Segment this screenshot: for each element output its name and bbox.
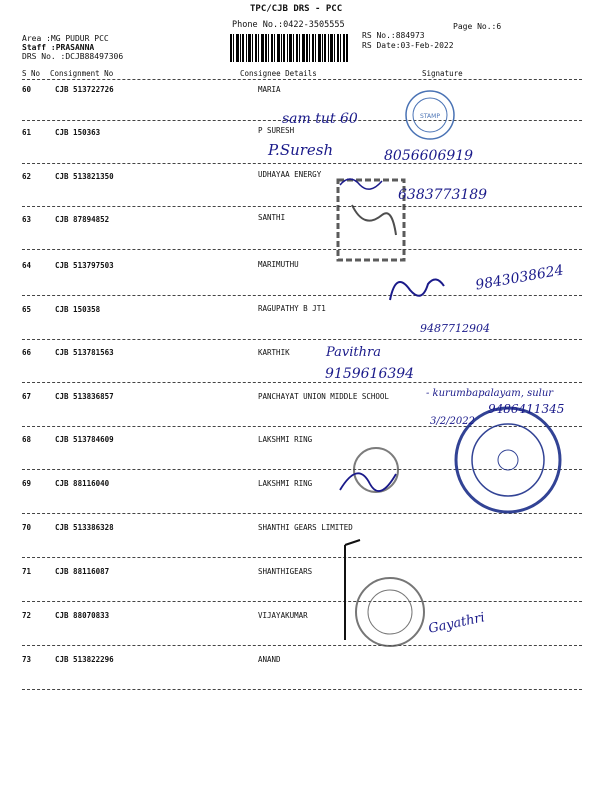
row-consignee: SANTHI <box>258 213 286 222</box>
row-serial: 67 <box>22 392 32 401</box>
row-consignment: CJB 150363 <box>55 128 101 137</box>
area-label: Area :MG PUDUR PCC <box>22 34 109 43</box>
row-consignee: P SURESH <box>258 126 295 135</box>
row-consignee: LAKSHMI RING <box>258 435 313 444</box>
handwritten-note-row-60: sam tut 60 <box>282 111 358 127</box>
row-consignment: CJB 513722726 <box>55 85 114 94</box>
handwritten-phone-row-66: 9159616394 <box>325 366 415 382</box>
handwritten-signature-row-72: Gayathri <box>427 610 487 637</box>
row-consignment: CJB 88116087 <box>55 567 110 576</box>
row-consignment: CJB 513836857 <box>55 392 114 401</box>
handwritten-phone-row-62: 6383773189 <box>398 187 488 203</box>
row-consignment: CJB 513822296 <box>55 655 114 664</box>
svg-text:STAMP: STAMP <box>420 113 440 120</box>
row-consignee: VIJAYAKUMAR <box>258 611 308 620</box>
row-serial: 62 <box>22 172 32 181</box>
column-header-s-no: S No <box>22 69 41 78</box>
row-consignee: SHANTHI GEARS LIMITED <box>258 523 353 532</box>
handwritten-date-row-67: 3/2/2022 <box>430 416 475 427</box>
row-serial: 61 <box>22 128 32 137</box>
row-consignment: CJB 150358 <box>55 305 101 314</box>
row-consignment: CJB 513781563 <box>55 348 114 357</box>
row-serial: 65 <box>22 305 32 314</box>
row-consignment: CJB 88116040 <box>55 479 110 488</box>
row-consignment: CJB 513797503 <box>55 261 114 270</box>
row-consignment: CJB 513386328 <box>55 523 114 532</box>
row-consignee: UDHAYAA ENERGY <box>258 170 322 179</box>
company-seal-row-60 <box>406 91 454 139</box>
row-consignee: LAKSHMI RING <box>258 479 313 488</box>
row-serial: 72 <box>22 611 32 620</box>
row-consignee: KARTHIK <box>258 348 290 357</box>
row-consignment: CJB 513784609 <box>55 435 114 444</box>
row-serial: 69 <box>22 479 32 488</box>
small-seal-row-68 <box>354 448 398 492</box>
row-serial: 63 <box>22 215 32 224</box>
row-consignee: MARIMUTHU <box>258 260 299 269</box>
row-serial: 64 <box>22 261 32 270</box>
company-stamp-row-62 <box>338 180 404 260</box>
row-serial: 71 <box>22 567 32 576</box>
row-consignment: CJB 88070833 <box>55 611 110 620</box>
row-consignee: RAGUPATHY B JT1 <box>258 304 326 313</box>
signature-stroke-row-64 <box>390 279 444 300</box>
rs-date: RS Date:03-Feb-2022 <box>362 41 454 50</box>
row-serial: 66 <box>22 348 32 357</box>
row-serial: 70 <box>22 523 32 532</box>
handwritten-note-row-67: - kurumbapalayam, sulur <box>426 388 554 399</box>
column-header-consignment: Consignment No <box>50 69 114 78</box>
handwritten-phone-row-67: 9486411345 <box>488 402 565 416</box>
row-serial: 60 <box>22 85 32 94</box>
handwritten-phone-row-64: 9843038624 <box>474 262 565 294</box>
row-consignee: MARIA <box>258 85 281 94</box>
column-header-consignee: Consignee Details <box>240 69 317 78</box>
column-header-signature: Signature <box>422 69 463 78</box>
document-title: TPC/CJB DRS - PCC <box>250 4 343 14</box>
row-serial: 73 <box>22 655 32 664</box>
company-seal-row-72 <box>356 578 424 646</box>
phone-number: Phone No.:0422-3505555 <box>232 20 345 30</box>
page-number: Page No.:6 <box>453 22 502 31</box>
row-consignment: CJB 87894852 <box>55 215 110 224</box>
row-serial: 68 <box>22 435 32 444</box>
handwritten-phone-row-61: 8056606919 <box>384 148 474 164</box>
row-consignment: CJB 513821350 <box>55 172 114 181</box>
handwritten-signature-row-66: Pavithra <box>326 345 381 360</box>
rs-number: RS No.:884973 <box>362 31 425 40</box>
row-consignee: ANAND <box>258 655 281 664</box>
staff-label: Staff :PRASANNA <box>22 43 95 52</box>
row-consignee: PANCHAYAT UNION MIDDLE SCHOOL <box>258 392 389 401</box>
handwritten-signature-row-61: P.Suresh <box>268 141 334 159</box>
row-consignee: SHANTHIGEARS <box>258 567 313 576</box>
handwritten-phone-row-65: 9487712904 <box>420 322 490 335</box>
drs-number: DRS No. :DCJB88497306 <box>22 52 124 61</box>
